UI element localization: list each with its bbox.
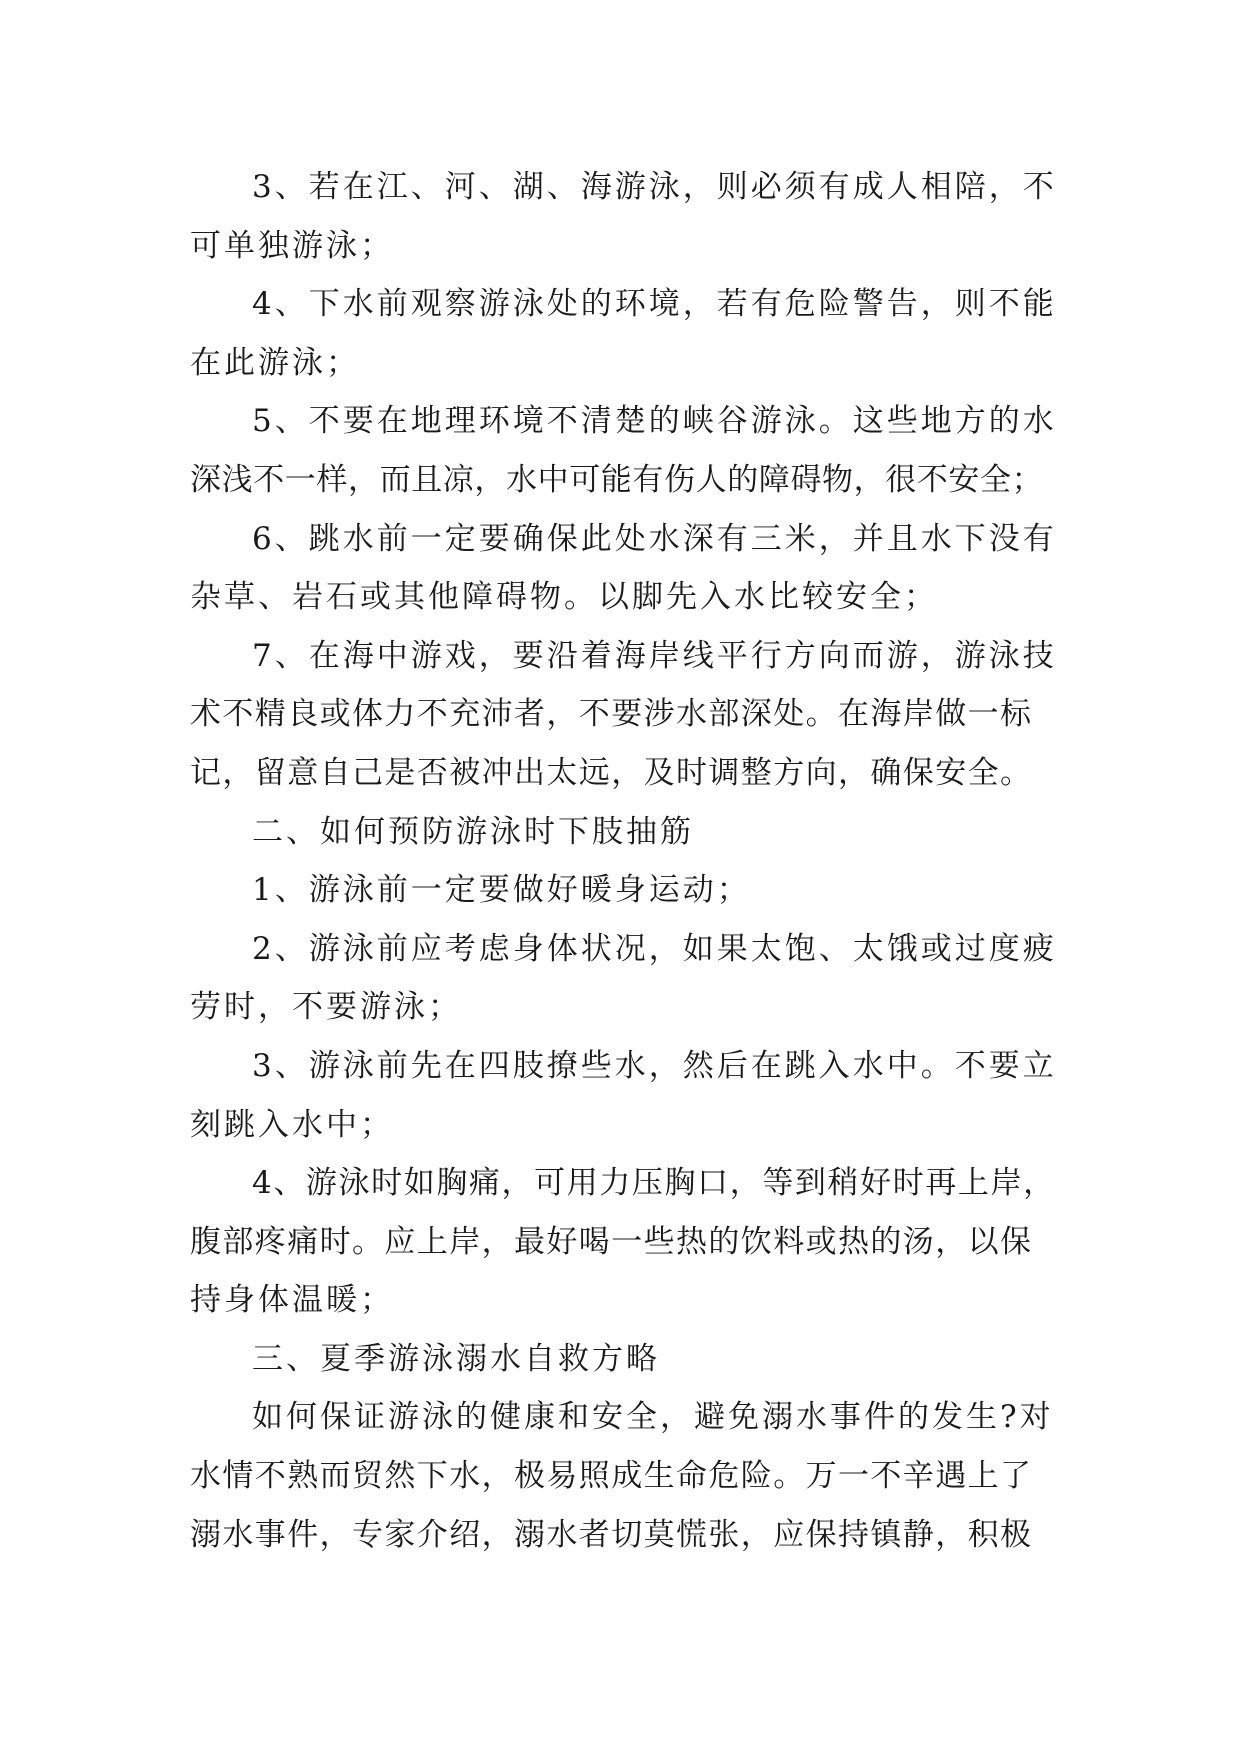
text-line: 2、游泳前应考虑身体状况，如果太饱、太饿或过度疲 bbox=[252, 930, 1057, 967]
text-line: 水情不熟而贸然下水，极易照成生命危险。万一不辛遇上了 bbox=[190, 1458, 1033, 1495]
paragraph-rule-7 bbox=[190, 627, 1060, 803]
document-body bbox=[190, 158, 1060, 1564]
text-line: 在此游泳； bbox=[190, 344, 360, 381]
text-line: 可单独游泳； bbox=[190, 227, 394, 264]
heading-line: 三、夏季游泳溺水自救方略 bbox=[252, 1340, 660, 1377]
text-line: 溺水事件，专家介绍，溺水者切莫慌张，应保持镇静，积极 bbox=[190, 1516, 1033, 1553]
paragraph-self-rescue-intro bbox=[190, 1388, 1060, 1564]
text-line: 4、游泳时如胸痛，可用力压胸口，等到稍好时再上岸， bbox=[252, 1165, 1056, 1202]
text-line: 1、游泳前一定要做好暖身运动； bbox=[252, 872, 751, 909]
text-line: 持身体温暖； bbox=[190, 1282, 394, 1319]
text-line: 杂草、岩石或其他障碍物。以脚先入水比较安全； bbox=[190, 579, 938, 616]
text-line: 记，留意自己是否被冲出太远，及时调整方向，确保安全。 bbox=[190, 754, 1033, 791]
heading-line: 二、如何预防游泳时下肢抽筋 bbox=[252, 813, 694, 850]
text-line: 3、游泳前先在四肢撩些水，然后在跳入水中。不要立 bbox=[252, 1047, 1057, 1084]
paragraph-cramp-2 bbox=[190, 920, 1060, 1037]
paragraph-cramp-1 bbox=[190, 861, 1060, 920]
text-line: 6、跳水前一定要确保此处水深有三米，并且水下没有 bbox=[252, 520, 1057, 557]
text-line: 腹部疼痛时。应上岸，最好喝一些热的饮料或热的汤，以保 bbox=[190, 1223, 1033, 1260]
text-line: 4、下水前观察游泳处的环境，若有危险警告，则不能 bbox=[252, 286, 1057, 323]
text-line: 7、在海中游戏，要沿着海岸线平行方向而游，游泳技 bbox=[252, 637, 1057, 674]
paragraph-rule-3 bbox=[190, 158, 1060, 275]
paragraph-rule-6 bbox=[190, 510, 1060, 627]
paragraph-rule-5 bbox=[190, 392, 1060, 509]
text-line: 深浅不一样，而且凉，水中可能有伤人的障碍物，很不安全； bbox=[190, 461, 1044, 498]
text-line: 术不精良或体力不充沛者，不要涉水部深处。在海岸做一标 bbox=[190, 696, 1033, 733]
paragraph-cramp-3 bbox=[190, 1037, 1060, 1154]
section-heading-3 bbox=[190, 1330, 1060, 1389]
text-line: 刻跳入水中； bbox=[190, 1106, 394, 1143]
text-line: 劳时，不要游泳； bbox=[190, 989, 462, 1026]
text-line: 如何保证游泳的健康和安全，避免溺水事件的发生?对 bbox=[252, 1399, 1054, 1436]
text-line: 5、不要在地理环境不清楚的峡谷游泳。这些地方的水 bbox=[252, 403, 1057, 440]
paragraph-cramp-4 bbox=[190, 1154, 1060, 1330]
paragraph-rule-4 bbox=[190, 275, 1060, 392]
text-line: 3、若在江、河、湖、海游泳，则必须有成人相陪，不 bbox=[252, 169, 1057, 205]
section-heading-2 bbox=[190, 803, 1060, 862]
